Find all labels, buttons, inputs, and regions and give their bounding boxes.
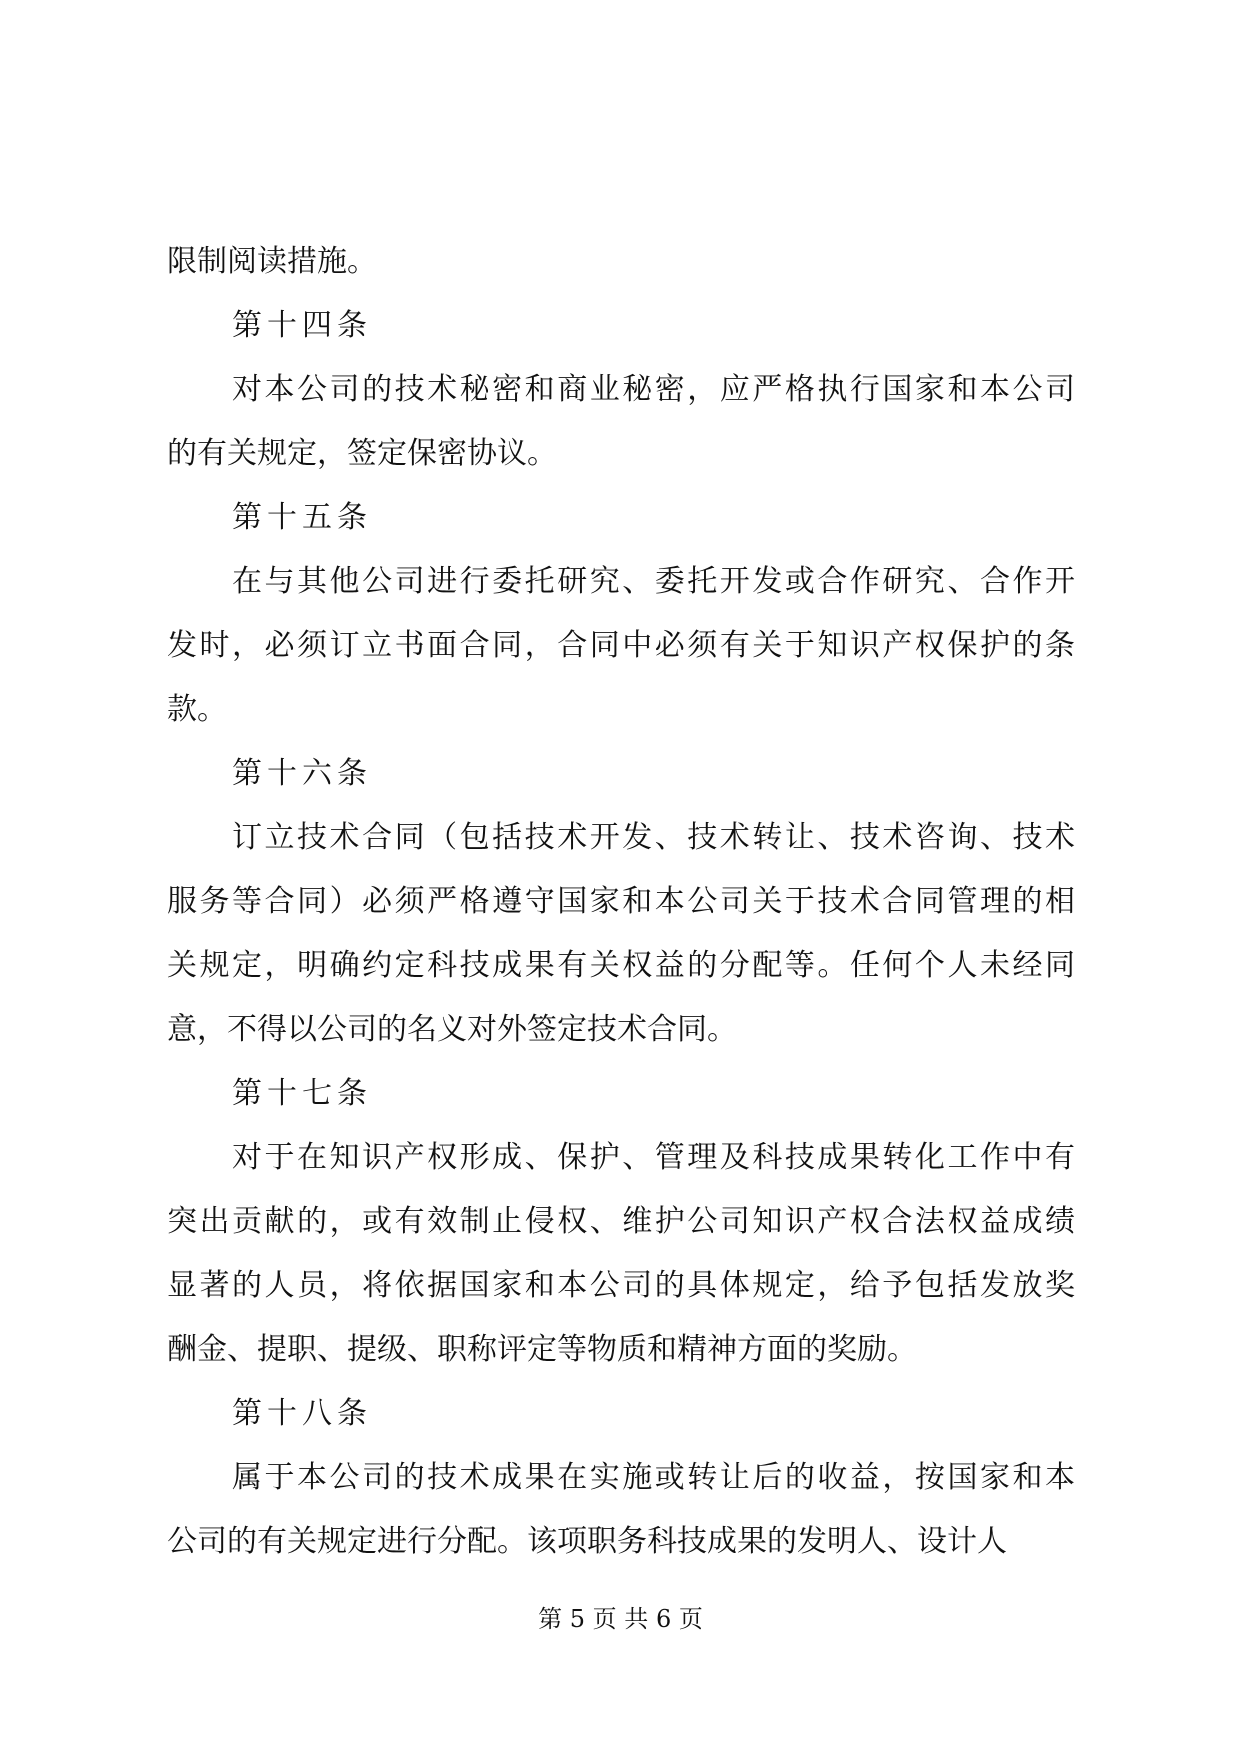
paragraph-line: 显著的人员，将依据国家和本公司的具体规定，给予包括发放奖 — [167, 1268, 1075, 1303]
article-paragraph — [167, 358, 1075, 486]
paragraph-line: 公司的有关规定进行分配。该项职务科技成果的发明人、设计人 — [167, 1524, 1007, 1559]
paragraph-line: 服务等合同）必须严格遵守国家和本公司关于技术合同管理的相 — [167, 884, 1075, 919]
paragraph-line: 发时，必须订立书面合同，合同中必须有关于知识产权保护的条 — [167, 628, 1075, 663]
paragraph-line: 款。 — [167, 692, 227, 727]
paragraph-line: 的有关规定，签定保密协议。 — [167, 436, 557, 471]
paragraph-line: 突出贡献的，或有效制止侵权、维护公司知识产权合法权益成绩 — [167, 1204, 1075, 1239]
article-heading: 第十四条 — [232, 308, 372, 343]
article-paragraph — [167, 230, 1075, 294]
paragraph-line: 意，不得以公司的名义对外签定技术合同。 — [167, 1012, 737, 1047]
article-heading: 第十五条 — [232, 500, 372, 535]
paragraph-line: 酬金、提职、提级、职称评定等物质和精神方面的奖励。 — [167, 1332, 917, 1367]
article-heading: 第十六条 — [232, 756, 372, 791]
article-heading: 第十八条 — [232, 1396, 372, 1431]
paragraph-line: 限制阅读措施。 — [167, 244, 377, 279]
paragraph-line: 对于在知识产权形成、保护、管理及科技成果转化工作中有 — [232, 1140, 1075, 1175]
paragraph-line: 属于本公司的技术成果在实施或转让后的收益，按国家和本 — [232, 1460, 1075, 1495]
article-heading: 第十七条 — [232, 1076, 372, 1111]
article-paragraph — [167, 1126, 1075, 1382]
paragraph-line: 订立技术合同（包括技术开发、技术转让、技术咨询、技术 — [232, 820, 1075, 855]
article-paragraph — [167, 550, 1075, 742]
article-paragraph — [167, 806, 1075, 1062]
paragraph-line: 在与其他公司进行委托研究、委托开发或合作研究、合作开 — [232, 564, 1075, 599]
article-paragraph — [167, 1446, 1075, 1574]
page-footer: 第 5 页 共 6 页 — [538, 1605, 703, 1633]
paragraph-line: 关规定，明确约定科技成果有关权益的分配等。任何个人未经同 — [167, 948, 1075, 983]
document-body — [167, 230, 1075, 1574]
paragraph-line: 对本公司的技术秘密和商业秘密，应严格执行国家和本公司 — [232, 372, 1075, 407]
